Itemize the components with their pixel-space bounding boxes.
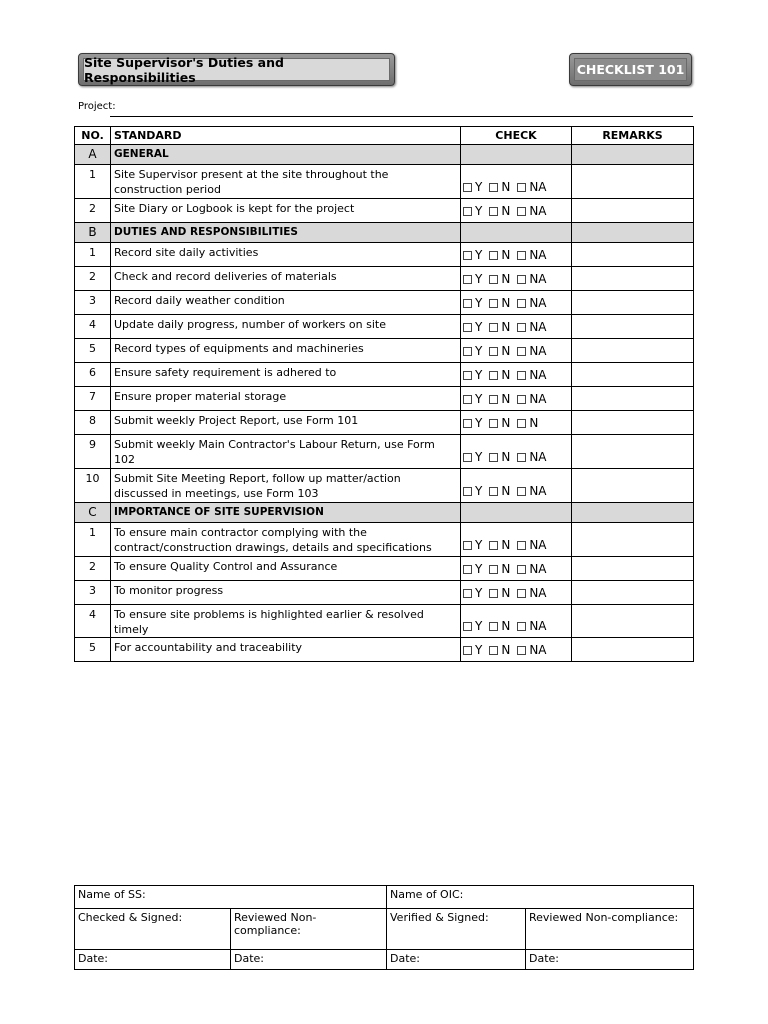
checkbox[interactable] <box>489 453 498 462</box>
checkbox-label: Y <box>475 368 483 382</box>
checkbox[interactable] <box>517 487 526 496</box>
check-cell <box>461 387 572 411</box>
item-standard: To ensure Quality Control and Assurance <box>111 557 461 581</box>
check-cell <box>461 291 572 315</box>
checkbox[interactable] <box>463 541 472 550</box>
check-cell <box>461 605 572 638</box>
section-number: A <box>75 145 111 165</box>
checkbox-label: NA <box>529 204 547 218</box>
checkbox[interactable] <box>489 565 498 574</box>
check-cell <box>461 363 572 387</box>
item-number: 1 <box>75 243 111 267</box>
checkbox[interactable] <box>463 323 472 332</box>
checkbox-label: N <box>501 320 511 334</box>
item-standard: Update daily progress, number of workers on site <box>111 315 461 339</box>
checkbox[interactable] <box>517 453 526 462</box>
item-standard: To ensure site problems is highlighted earlier & resolved timely <box>111 605 461 638</box>
check-cell <box>461 199 572 223</box>
section-number: C <box>75 503 111 523</box>
item-number: 4 <box>75 315 111 339</box>
table-row <box>75 165 694 199</box>
checkbox[interactable] <box>463 419 472 428</box>
checkbox[interactable] <box>517 646 526 655</box>
checkbox-label: NA <box>529 368 547 382</box>
checkbox[interactable] <box>517 183 526 192</box>
check-cell <box>461 243 572 267</box>
checkbox-label: Y <box>475 180 483 194</box>
item-standard: Submit weekly Project Report, use Form 101 <box>111 411 461 435</box>
check-cell <box>461 581 572 605</box>
checkbox[interactable] <box>489 371 498 380</box>
checkbox[interactable] <box>463 565 472 574</box>
checkbox-label: N <box>501 586 511 600</box>
table-row <box>75 435 694 469</box>
item-number: 3 <box>75 581 111 605</box>
table-row <box>75 387 694 411</box>
remarks-cell[interactable] <box>572 315 694 339</box>
item-number: 2 <box>75 557 111 581</box>
form-title-box <box>78 53 395 86</box>
checkbox[interactable] <box>517 565 526 574</box>
item-number: 2 <box>75 267 111 291</box>
section-remarks-cell <box>572 145 694 165</box>
checklist-number-box <box>569 53 692 86</box>
checkbox-label: N <box>501 180 511 194</box>
checkbox[interactable] <box>517 347 526 356</box>
remarks-cell[interactable] <box>572 557 694 581</box>
checkbox-label: Y <box>475 450 483 464</box>
checkbox-label: Y <box>475 538 483 552</box>
checkbox-label: NA <box>529 272 547 286</box>
checkbox-label: N <box>501 392 511 406</box>
item-standard: Submit weekly Main Contractor's Labour Return, use Form 102 <box>111 435 461 469</box>
checkbox-label: NA <box>529 450 547 464</box>
col-header-standard: STANDARD <box>111 127 461 145</box>
checkbox[interactable] <box>463 251 472 260</box>
remarks-cell[interactable] <box>572 638 694 662</box>
signoff-table <box>74 885 694 970</box>
checkbox-label: N <box>501 619 511 633</box>
checkbox-label: Y <box>475 392 483 406</box>
check-cell <box>461 435 572 469</box>
table-header-row <box>75 127 694 145</box>
checkbox-label: Y <box>475 619 483 633</box>
checkbox-label: N <box>501 368 511 382</box>
remarks-cell[interactable] <box>572 581 694 605</box>
item-number: 1 <box>75 165 111 199</box>
item-standard: Record site daily activities <box>111 243 461 267</box>
item-number: 10 <box>75 469 111 503</box>
checkbox[interactable] <box>489 323 498 332</box>
name-oic-field[interactable]: Name of OIC: <box>387 886 694 909</box>
reviewed-noncompliance-field-2[interactable]: Reviewed Non-compliance: <box>526 909 694 950</box>
checkbox-label: Y <box>475 344 483 358</box>
checkbox-label: N <box>501 248 511 262</box>
item-standard: Check and record deliveries of materials <box>111 267 461 291</box>
checkbox[interactable] <box>463 299 472 308</box>
checkbox[interactable] <box>463 487 472 496</box>
checkbox-label: NA <box>529 248 547 262</box>
remarks-cell[interactable] <box>572 243 694 267</box>
checkbox[interactable] <box>489 646 498 655</box>
col-header-check: CHECK <box>461 127 572 145</box>
checked-signed-field[interactable]: Checked & Signed: <box>75 909 231 950</box>
checkbox[interactable] <box>463 646 472 655</box>
checkbox[interactable] <box>489 347 498 356</box>
checkbox[interactable] <box>517 371 526 380</box>
checkbox[interactable] <box>489 589 498 598</box>
remarks-cell[interactable] <box>572 267 694 291</box>
section-title: IMPORTANCE OF SITE SUPERVISION <box>111 503 461 523</box>
item-standard: Submit Site Meeting Report, follow up matter/action discussed in meetings, use Form 103 <box>111 469 461 503</box>
table-row <box>75 557 694 581</box>
remarks-cell[interactable] <box>572 605 694 638</box>
section-check-cell <box>461 223 572 243</box>
checkbox[interactable] <box>463 589 472 598</box>
checkbox[interactable] <box>463 371 472 380</box>
checkbox[interactable] <box>489 622 498 631</box>
item-standard: For accountability and traceability <box>111 638 461 662</box>
checkbox[interactable] <box>463 395 472 404</box>
item-standard: To ensure main contractor complying with the contract/construction drawings, details and specifications <box>111 523 461 557</box>
checkbox-label: NA <box>529 586 547 600</box>
date-field-3[interactable]: Date: <box>387 950 526 970</box>
checkbox[interactable] <box>489 207 498 216</box>
checkbox[interactable] <box>489 251 498 260</box>
table-row <box>75 605 694 638</box>
check-cell <box>461 469 572 503</box>
remarks-cell[interactable] <box>572 411 694 435</box>
checkbox-label: NA <box>529 392 547 406</box>
remarks-cell[interactable] <box>572 291 694 315</box>
checkbox[interactable] <box>489 275 498 284</box>
remarks-cell[interactable] <box>572 435 694 469</box>
checkbox-label: NA <box>529 180 547 194</box>
checkbox[interactable] <box>517 419 526 428</box>
checkbox-label: Y <box>475 562 483 576</box>
checkbox[interactable] <box>517 275 526 284</box>
table-row <box>75 523 694 557</box>
item-number: 3 <box>75 291 111 315</box>
table-row <box>75 267 694 291</box>
remarks-cell[interactable] <box>572 339 694 363</box>
checkbox-label: N <box>529 416 539 430</box>
table-row <box>75 411 694 435</box>
check-cell <box>461 267 572 291</box>
section-check-cell <box>461 145 572 165</box>
checkbox-label: Y <box>475 296 483 310</box>
checklist-table <box>74 126 694 662</box>
table-row <box>75 243 694 267</box>
table-row <box>75 339 694 363</box>
remarks-cell[interactable] <box>572 469 694 503</box>
checkbox-label: NA <box>529 320 547 334</box>
checkbox[interactable] <box>489 395 498 404</box>
item-number: 6 <box>75 363 111 387</box>
checkbox-label: Y <box>475 586 483 600</box>
item-standard: Record daily weather condition <box>111 291 461 315</box>
checkbox[interactable] <box>517 207 526 216</box>
checkbox-label: N <box>501 484 511 498</box>
checkbox[interactable] <box>517 299 526 308</box>
checkbox-label: N <box>501 204 511 218</box>
section-title: DUTIES AND RESPONSIBILITIES <box>111 223 461 243</box>
section-title: GENERAL <box>111 145 461 165</box>
table-row <box>75 638 694 662</box>
item-number: 2 <box>75 199 111 223</box>
checklist-number: CHECKLIST 101 <box>574 58 687 81</box>
checkbox[interactable] <box>463 207 472 216</box>
table-row <box>75 581 694 605</box>
col-header-no: NO. <box>75 127 111 145</box>
check-cell <box>461 339 572 363</box>
col-header-remarks: REMARKS <box>572 127 694 145</box>
checkbox-label: Y <box>475 643 483 657</box>
checkbox[interactable] <box>517 541 526 550</box>
checkbox-label: N <box>501 538 511 552</box>
section-row <box>75 223 694 243</box>
project-field[interactable] <box>110 116 693 117</box>
item-number: 5 <box>75 339 111 363</box>
checkbox-label: N <box>501 272 511 286</box>
checkbox[interactable] <box>517 251 526 260</box>
check-cell <box>461 523 572 557</box>
checkbox-label: Y <box>475 248 483 262</box>
remarks-cell[interactable] <box>572 165 694 199</box>
checkbox-label: Y <box>475 272 483 286</box>
checkbox-label: N <box>501 450 511 464</box>
checkbox-label: Y <box>475 416 483 430</box>
checkbox[interactable] <box>463 183 472 192</box>
form-title: Site Supervisor's Duties and Responsibilities <box>83 58 390 81</box>
remarks-cell[interactable] <box>572 199 694 223</box>
checkbox[interactable] <box>463 275 472 284</box>
item-number: 9 <box>75 435 111 469</box>
checkbox[interactable] <box>489 487 498 496</box>
name-ss-field[interactable]: Name of SS: <box>75 886 387 909</box>
table-row <box>75 363 694 387</box>
checkbox[interactable] <box>489 299 498 308</box>
checkbox[interactable] <box>489 541 498 550</box>
checkbox-label: Y <box>475 204 483 218</box>
checkbox[interactable] <box>463 347 472 356</box>
remarks-cell[interactable] <box>572 387 694 411</box>
reviewed-noncompliance-field-1[interactable]: Reviewed Non-compliance: <box>231 909 387 950</box>
checkbox[interactable] <box>517 589 526 598</box>
checkbox-label: Y <box>475 320 483 334</box>
checkbox-label: NA <box>529 619 547 633</box>
item-standard: Ensure safety requirement is adhered to <box>111 363 461 387</box>
item-number: 8 <box>75 411 111 435</box>
section-row <box>75 145 694 165</box>
checkbox[interactable] <box>517 323 526 332</box>
checkbox-label: N <box>501 416 511 430</box>
table-row <box>75 315 694 339</box>
checkbox[interactable] <box>517 395 526 404</box>
project-label: Project: <box>78 101 116 112</box>
checkbox[interactable] <box>463 622 472 631</box>
checkbox-label: NA <box>529 643 547 657</box>
item-standard: To monitor progress <box>111 581 461 605</box>
item-standard: Ensure proper material storage <box>111 387 461 411</box>
remarks-cell[interactable] <box>572 523 694 557</box>
item-number: 5 <box>75 638 111 662</box>
checkbox[interactable] <box>517 622 526 631</box>
table-row <box>75 291 694 315</box>
section-remarks-cell <box>572 223 694 243</box>
date-field-4[interactable]: Date: <box>526 950 694 970</box>
checkbox-label: NA <box>529 296 547 310</box>
item-standard: Site Supervisor present at the site throughout the construction period <box>111 165 461 199</box>
verified-signed-field[interactable]: Verified & Signed: <box>387 909 526 950</box>
table-row <box>75 469 694 503</box>
checkbox[interactable] <box>489 183 498 192</box>
checkbox-label: NA <box>529 484 547 498</box>
checkbox-label: NA <box>529 344 547 358</box>
checkbox[interactable] <box>489 419 498 428</box>
date-field-2[interactable]: Date: <box>231 950 387 970</box>
remarks-cell[interactable] <box>572 363 694 387</box>
item-number: 1 <box>75 523 111 557</box>
item-standard: Record types of equipments and machineries <box>111 339 461 363</box>
item-standard: Site Diary or Logbook is kept for the project <box>111 199 461 223</box>
item-number: 4 <box>75 605 111 638</box>
item-number: 7 <box>75 387 111 411</box>
checkbox-label: N <box>501 296 511 310</box>
checkbox-label: NA <box>529 562 547 576</box>
section-number: B <box>75 223 111 243</box>
section-row <box>75 503 694 523</box>
checkbox-label: NA <box>529 538 547 552</box>
section-check-cell <box>461 503 572 523</box>
table-row <box>75 199 694 223</box>
check-cell <box>461 557 572 581</box>
checkbox-label: Y <box>475 484 483 498</box>
checkbox-label: N <box>501 562 511 576</box>
section-remarks-cell <box>572 503 694 523</box>
checkbox-label: N <box>501 344 511 358</box>
check-cell <box>461 315 572 339</box>
check-cell <box>461 638 572 662</box>
check-cell <box>461 411 572 435</box>
checkbox-label: N <box>501 643 511 657</box>
checkbox[interactable] <box>463 453 472 462</box>
date-field-1[interactable]: Date: <box>75 950 231 970</box>
check-cell <box>461 165 572 199</box>
